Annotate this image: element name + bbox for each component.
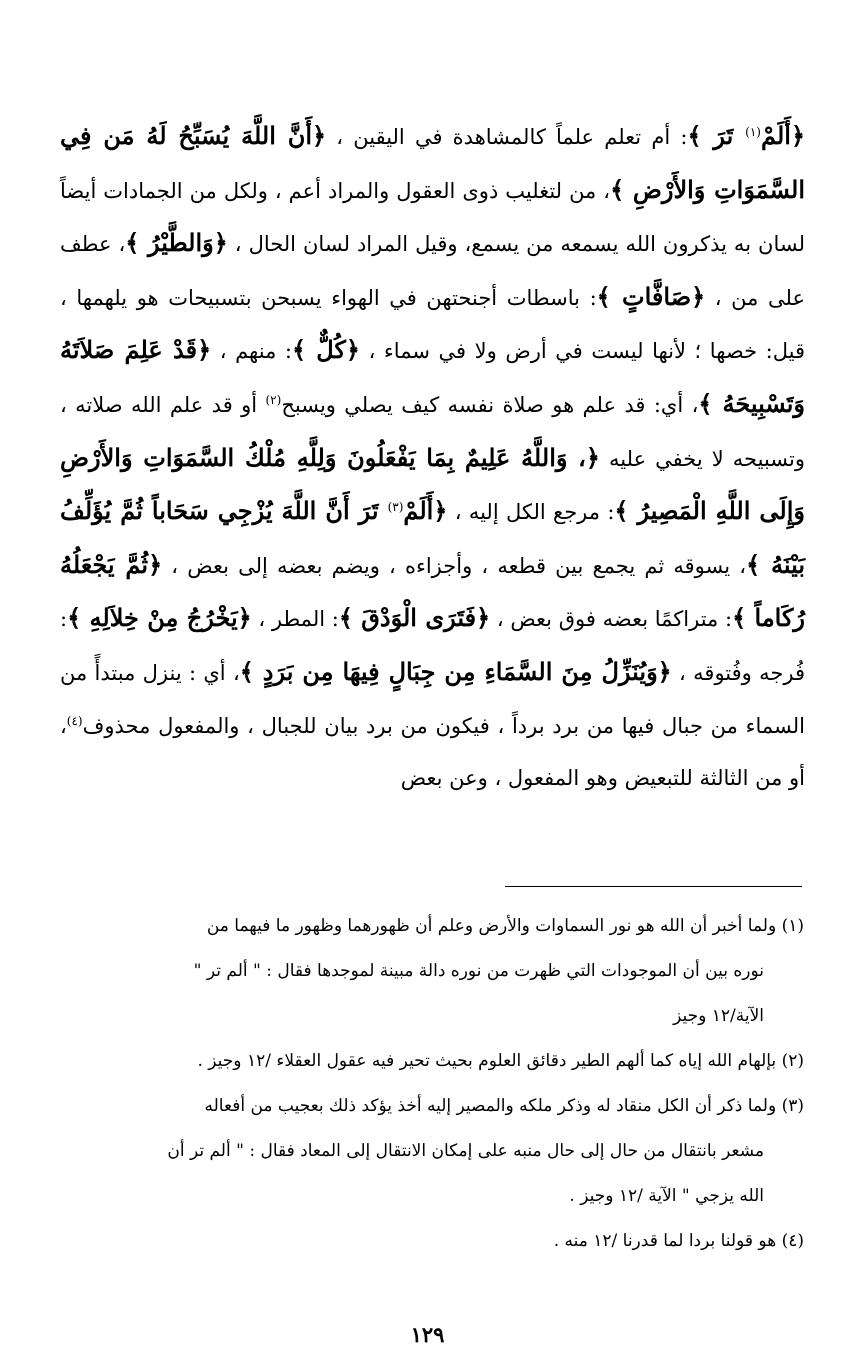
footnote-line [62,1129,804,1174]
commentary-text: : باسطات أجنحتهن في الهواء يسبحن بتسبيحات هو يلهمها ، قيل: خصها ؛ لأنها ليست في أرض ولا في سماء ، [60,285,806,364]
commentary-text: ، أي : ينزل مبتدأً من السماء من جبال فيها من برد برداً ، فيكون من برد بيان للجبال ، والمفعول محذوف [60,660,805,738]
commentary-text: ، أي: قد علم هو صلاة نفسه كيف يصلي ويسبح [281,392,699,417]
footnote-line [62,1084,804,1129]
footnote-number: (١) [781,916,804,936]
footnote-line [62,1039,804,1084]
footnote-ref: (٣) [387,500,404,515]
footnote-number: (٣) [781,1096,804,1116]
commentary-text: ، من لتغليب ذوى العقول والمراد أعم ، ولكل من الجمادات أيضاً لسان به يذكرون الله يسمعه من يسمع، وقيل المراد لسان الحال ، [60,178,805,257]
footnote-text: نوره بين أن الموجودات التي ظهرت من نوره دالة مبينة لموجدها فقال : " ألم تر " [193,961,764,981]
quran-quote: ﴿وَالطَّيْرُ ﴾ [125,228,228,258]
footnote-text: بإلهام الله إياه كما ألهم الطير دقائق العلوم بحيث تحير فيه عقول العقلاء /١٢ وجيز . [197,1051,777,1071]
footnote-separator [505,886,802,887]
footnote-text: ولما أخبر أن الله هو نور السماوات والأرض وعلم أن ظهورهما وظهور ما فيهما من [206,916,777,936]
footnote-text: مشعر بانتقال من حال إلى حال منبه على إمكان الانتقال إلى المعاد فقال : " ألم تر أن [167,1141,764,1161]
commentary-text: : متراكمًا بعضه فوق بعض ، [490,607,733,632]
footnote-line [62,904,804,949]
footnote-number: (٤) [781,1231,804,1251]
main-text [60,110,805,805]
footnote-ref: (٤) [66,713,83,728]
footnote-number: (٢) [781,1051,804,1071]
commentary-text: أو قد علم الله صلاته ، وتسبيحه لا يخفي عليه [60,392,806,471]
commentary-text: ، يسوقه ثم يجمع بين قطعه ، وأجزاءه ، ويضم بعضه إلى بعض ، [162,553,747,578]
footnote-line [62,1174,804,1219]
quran-quote: ﴿فَتَرَى الْوَدْقَ ﴾ [338,603,491,633]
commentary-text: : المطر ، [251,607,339,632]
quran-quote: ﴿كُلٌّ ﴾ [291,335,360,365]
quran-quote: ﴿قَدْ عَلِمَ صَلاَتَهُ وَتَسْبِيحَهُ ﴾ [60,335,805,418]
footnote-text: الآية/١٢ وجيز [673,1006,764,1026]
commentary-text: ، عطف على من ، [60,232,805,310]
quran-quote: تَرَ أَنَّ اللَّهَ يُزْجِي سَحَاباً ثُمَّ يُؤَلِّفُ بَيْنَهُ ﴾ [60,496,806,579]
footnote-text: ولما ذكر أن الكل منقاد له وذكر ملكه والمصير إليه أخذ يؤكد ذلك بعجيب من أفعاله [204,1096,777,1116]
footnote-line [62,949,804,994]
quran-quote: ﴿أَلَمْ [760,121,805,150]
footnote-ref: (٢) [265,392,282,407]
quran-quote: ﴿، وَاللَّهُ عَلِيمٌ بِمَا يَفْعَلُونَ وَلِلَّهِ مُلْكُ السَّمَوَاتِ وَالأَرْضِ وَإِلَى اللَّهِ الْمَصِيرُ ﴾ [60,442,805,526]
commentary-text: : منهم ، [211,339,292,364]
quran-quote: ﴿أَلَمْ [403,496,448,526]
commentary-text: : فُرجه وفُتوقه ، [60,607,805,685]
commentary-text: : أم تعلم علماً كالمشاهدة في اليقين ، [326,125,688,149]
page-number: ١٢٩ [410,1322,445,1347]
footnote-text: الله يزجي " الآية /١٢ وجيز . [569,1186,764,1206]
quran-quote: ﴿وَيُنَزِّلُ مِنَ السَّمَاءِ مِن جِبَالٍ فِيهَا مِن بَرَدٍ ﴾ [239,656,672,686]
footnotes [62,904,804,1264]
footnote-ref: (١) [745,125,761,139]
quran-quote: ﴿أَنَّ اللَّهَ يُسَبِّحُ لَهُ مَن فِي السَّمَوَاتِ وَالأَرْضِ ﴾ [60,121,805,204]
quran-quote: ﴿يَخْرُجُ مِنْ خِلاَلِهِ ﴾ [67,603,252,633]
commentary-text: : مرجع الكل إليه ، [447,500,615,525]
quran-quote: ﴿ثُمَّ يَجْعَلُهُ رُكَاماً ﴾ [60,549,805,633]
commentary-text: ، أو من الثالثة للتبعيض وهو المفعول ، وعن بعض [60,713,805,791]
footnote-line [62,994,804,1039]
footnote-line [62,1219,804,1264]
quran-quote: تَرَ ﴾ [687,121,746,150]
footnote-text: هو قولنا بردا لما قدرنا /١٢ منه . [553,1231,777,1251]
quran-quote: ﴿صَافَّاتٍ ﴾ [596,281,706,311]
